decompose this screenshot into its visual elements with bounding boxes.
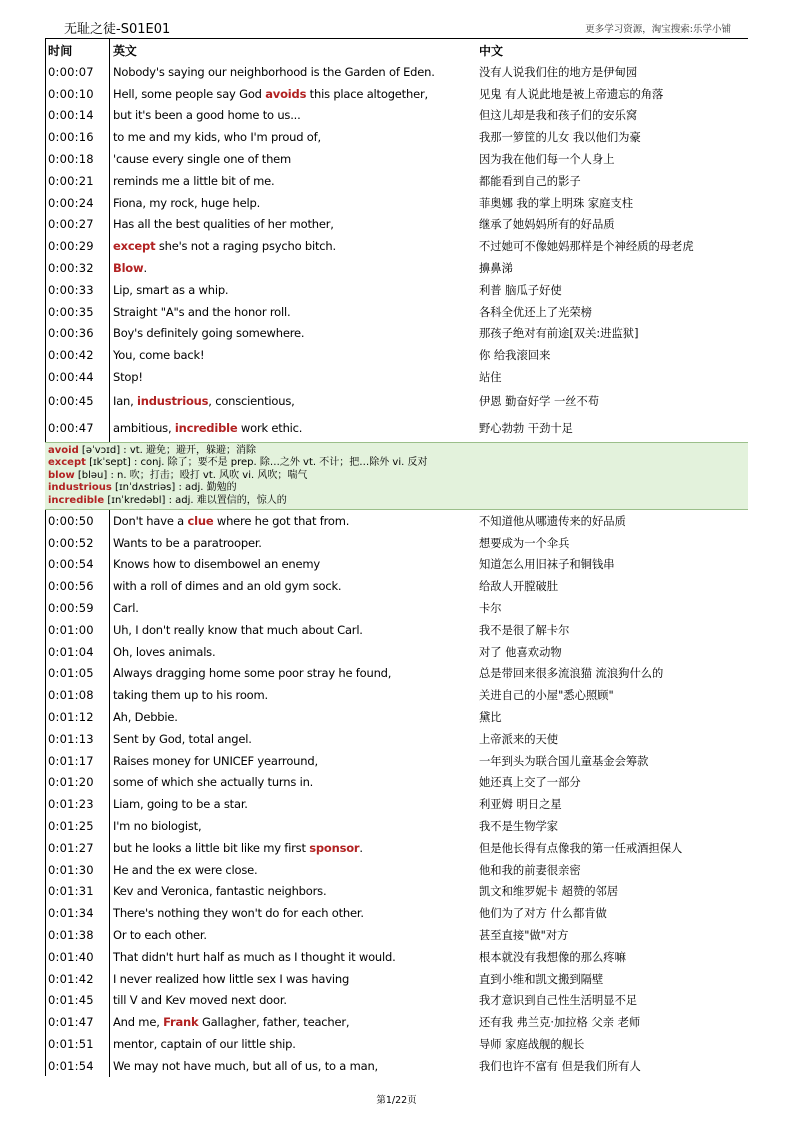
chinese-line: 那孩子绝对有前途[双关:进监狱] xyxy=(479,327,639,341)
timestamp: 0:00:44 xyxy=(45,366,110,388)
text-segment: Kev and Veronica, fantastic neighbors. xyxy=(113,884,327,899)
subtitle-row xyxy=(45,61,748,83)
subtitle-row xyxy=(45,170,748,192)
english-line xyxy=(110,532,477,554)
text-segment: this place altogether, xyxy=(306,86,428,101)
text-segment: Knows how to disembowel an enemy xyxy=(113,557,320,572)
text-segment: We may not have much, but all of us, to a man, xyxy=(113,1058,378,1073)
english-line xyxy=(110,772,477,794)
chinese-line: 还有我 弗兰克·加拉格 父亲 老师 xyxy=(479,1016,641,1030)
chinese-line: 我不是生物学家 xyxy=(479,820,559,834)
text-segment: Gallagher, father, teacher, xyxy=(198,1015,350,1030)
timestamp: 0:00:36 xyxy=(45,323,110,345)
chinese-line: 我那一箩筐的儿女 我以他们为豪 xyxy=(479,131,641,145)
subtitle-row xyxy=(45,532,748,554)
text-segment: taking them up to his room. xyxy=(113,688,268,703)
english-line xyxy=(110,837,477,859)
timestamp: 0:01:20 xyxy=(45,772,110,794)
subtitle-row xyxy=(45,105,748,127)
subtitle-row xyxy=(45,750,748,772)
chinese-line: 你 给我滚回来 xyxy=(479,349,551,363)
english-line xyxy=(110,214,477,236)
english-line xyxy=(110,192,477,214)
subtitle-row xyxy=(45,837,748,859)
text-segment: she's not a raging psycho bitch. xyxy=(155,239,336,254)
subtitle-table-bottom xyxy=(45,510,748,1077)
chinese-line: 站住 xyxy=(479,371,502,385)
subtitle-row xyxy=(45,301,748,323)
timestamp: 0:01:34 xyxy=(45,902,110,924)
chinese-line: 根本就没有我想像的那么疼嘛 xyxy=(479,950,626,964)
timestamp: 0:00:16 xyxy=(45,126,110,148)
text-segment: till V and Kev moved next door. xyxy=(113,993,287,1008)
english-line xyxy=(110,619,477,641)
chinese-line: 各科全优还上了光荣榜 xyxy=(479,305,592,319)
text-segment: Raises money for UNICEF yearround, xyxy=(113,753,318,768)
english-line xyxy=(110,728,477,750)
english-line xyxy=(110,148,477,170)
subtitle-row xyxy=(45,902,748,924)
text-segment: Fiona, my rock, huge help. xyxy=(113,195,261,210)
subtitle-row xyxy=(45,510,748,532)
gloss-word: incredible xyxy=(48,494,105,506)
text-segment: And me, xyxy=(113,1015,164,1030)
chinese-line: 不过她可不像她妈那样是个神经质的母老虎 xyxy=(479,240,694,254)
text-segment: Lip, smart as a whip. xyxy=(113,282,229,297)
timestamp: 0:00:42 xyxy=(45,344,110,366)
chinese-line: 擤鼻涕 xyxy=(479,262,513,276)
timestamp: 0:00:27 xyxy=(45,214,110,236)
text-segment: Has all the best qualities of her mother, xyxy=(113,217,334,232)
subtitle-row xyxy=(45,597,748,619)
timestamp: 0:00:10 xyxy=(45,83,110,105)
timestamp: 0:00:33 xyxy=(45,279,110,301)
timestamp: 0:01:17 xyxy=(45,750,110,772)
timestamp: 0:01:05 xyxy=(45,663,110,685)
subtitle-row xyxy=(45,279,748,301)
text-segment: Liam, going to be a star. xyxy=(113,797,248,812)
timestamp: 0:01:25 xyxy=(45,815,110,837)
subtitle-row xyxy=(45,344,748,366)
subtitle-row xyxy=(45,968,748,990)
chinese-line: 想要成为一个伞兵 xyxy=(479,536,570,550)
chinese-line: 利亚姆 明日之星 xyxy=(479,798,562,812)
chinese-line: 利普 脑瓜子好使 xyxy=(479,283,562,297)
chinese-line: 卡尔 xyxy=(479,602,502,616)
subtitle-row xyxy=(45,126,748,148)
subtitle-row xyxy=(45,924,748,946)
chinese-line: 野心勃勃 干劲十足 xyxy=(479,422,573,436)
timestamp: 0:00:07 xyxy=(45,61,110,83)
timestamp: 0:00:21 xyxy=(45,170,110,192)
text-segment: Uh, I don't really know that much about Carl. xyxy=(113,622,363,637)
page-number: 第1/22页 xyxy=(376,1095,417,1106)
subtitle-row xyxy=(45,706,748,728)
subtitle-row xyxy=(45,641,748,663)
subtitle-row xyxy=(45,663,748,685)
timestamp: 0:01:42 xyxy=(45,968,110,990)
chinese-line: 一年到头为联合国儿童基金会筹款 xyxy=(479,754,649,768)
chinese-line: 他们为了对方 什么都肯做 xyxy=(479,907,607,921)
gloss-entry xyxy=(48,495,746,507)
vocabulary-gloss-box xyxy=(45,442,748,510)
keyword: avoids xyxy=(265,86,307,101)
english-line xyxy=(110,105,477,127)
text-segment: mentor, captain of our little ship. xyxy=(113,1037,296,1051)
timestamp: 0:01:04 xyxy=(45,641,110,663)
gloss-entry xyxy=(48,445,746,457)
subtitle-row xyxy=(45,83,748,105)
text-segment: Always dragging home some poor stray he found, xyxy=(113,666,392,681)
text-segment: I'm no biologist, xyxy=(113,819,202,834)
timestamp: 0:01:23 xyxy=(45,793,110,815)
chinese-line: 伊恩 勤奋好学 一丝不苟 xyxy=(479,395,600,409)
english-line xyxy=(110,170,477,192)
english-line xyxy=(110,684,477,706)
chinese-line: 都能看到自己的影子 xyxy=(479,174,581,188)
text-segment: . xyxy=(143,261,147,276)
chinese-line: 因为我在他们每一个人身上 xyxy=(479,153,615,167)
text-segment: ambitious, xyxy=(113,421,175,436)
text-segment: but he looks a little bit like my first xyxy=(113,840,310,855)
english-line xyxy=(110,902,477,924)
english-line xyxy=(110,554,477,576)
text-segment: Stop! xyxy=(113,370,143,385)
timestamp: 0:01:08 xyxy=(45,684,110,706)
subtitle-row xyxy=(45,323,748,345)
keyword: clue xyxy=(187,513,214,528)
english-line xyxy=(110,663,477,685)
gloss-definition: [bləu] : n. 吹；打击；殴打 vt. 风吹 vi. 风吹；喘气 xyxy=(74,469,308,481)
subtitle-row xyxy=(45,388,748,415)
timestamp: 0:01:27 xyxy=(45,837,110,859)
english-line xyxy=(110,126,477,148)
text-segment: but it's been a good home to us... xyxy=(113,108,301,123)
text-segment: Wants to be a paratrooper. xyxy=(113,535,262,550)
timestamp: 0:01:45 xyxy=(45,990,110,1012)
subtitle-row xyxy=(45,684,748,706)
chinese-line: 导师 家庭战舰的舰长 xyxy=(479,1038,585,1051)
subtitle-row xyxy=(45,257,748,279)
keyword: incredible xyxy=(174,421,238,436)
text-segment: Straight "A"s and the honor roll. xyxy=(113,304,291,319)
chinese-line: 没有人说我们住的地方是伊甸园 xyxy=(479,65,638,79)
timestamp: 0:00:18 xyxy=(45,148,110,170)
english-line xyxy=(110,641,477,663)
keyword: Blow xyxy=(113,261,144,276)
timestamp: 0:00:47 xyxy=(45,415,110,442)
english-line xyxy=(110,83,477,105)
text-segment: He and the ex were close. xyxy=(113,862,258,877)
text-segment: , conscientious, xyxy=(208,394,295,409)
chinese-line: 他和我的前妻很亲密 xyxy=(479,863,581,877)
english-line xyxy=(110,1033,477,1055)
document-title: 无耻之徒-S01E01 xyxy=(64,22,171,37)
english-line xyxy=(110,575,477,597)
text-segment: work ethic. xyxy=(237,421,303,436)
text-segment: Sent by God, total angel. xyxy=(113,731,252,746)
text-segment: where he got that from. xyxy=(213,513,350,528)
timestamp: 0:01:51 xyxy=(45,1033,110,1055)
english-line xyxy=(110,881,477,903)
timestamp: 0:00:32 xyxy=(45,257,110,279)
subtitle-row xyxy=(45,859,748,881)
timestamp: 0:00:52 xyxy=(45,532,110,554)
timestamp: 0:01:31 xyxy=(45,881,110,903)
text-segment: I never realized how little sex I was having xyxy=(113,971,350,986)
timestamp: 0:01:40 xyxy=(45,946,110,968)
subtitle-row xyxy=(45,815,748,837)
timestamp: 0:00:56 xyxy=(45,575,110,597)
chinese-line: 上帝派来的天使 xyxy=(479,732,559,746)
timestamp: 0:01:00 xyxy=(45,619,110,641)
chinese-line: 关进自己的小屋"悉心照顾" xyxy=(479,689,614,703)
subtitle-row xyxy=(45,1055,748,1077)
timestamp: 0:00:54 xyxy=(45,554,110,576)
english-line xyxy=(110,597,477,619)
subtitle-row xyxy=(45,793,748,815)
english-line xyxy=(110,968,477,990)
subtitle-row xyxy=(45,946,748,968)
text-segment: Hell, some people say God xyxy=(113,86,266,101)
subtitle-row xyxy=(45,990,748,1012)
text-segment: 'cause every single one of them xyxy=(113,152,292,167)
chinese-line: 甚至直接"做"对方 xyxy=(479,929,569,943)
chinese-line: 凯文和维罗妮卡 超赞的邻居 xyxy=(479,885,619,899)
timestamp: 0:01:38 xyxy=(45,924,110,946)
subtitle-row xyxy=(45,214,748,236)
chinese-line: 不知道他从哪遗传来的好品质 xyxy=(479,514,626,528)
subtitle-table-top xyxy=(45,38,748,442)
timestamp: 0:00:59 xyxy=(45,597,110,619)
subtitle-row xyxy=(45,619,748,641)
text-segment: Or to each other. xyxy=(113,928,207,943)
gloss-definition: [əˈvɔɪd] : vt. 避免；避开，躲避；消除 xyxy=(78,444,257,456)
keyword: Frank xyxy=(163,1015,199,1030)
chinese-line: 我才意识到自己性生活明显不足 xyxy=(479,994,638,1008)
text-segment: That didn't hurt half as much as I thought it would. xyxy=(113,949,396,964)
column-header-row xyxy=(45,39,748,62)
subtitle-row xyxy=(45,728,748,750)
gloss-definition: [ɪkˈsept] : conj. 除了；要不是 prep. 除…之外 vt. 不计；把…除外 vi. 反对 xyxy=(85,457,428,469)
chinese-line: 但是他长得有点像我的第一任戒酒担保人 xyxy=(479,841,683,855)
text-segment: Ah, Debbie. xyxy=(113,710,178,725)
english-line xyxy=(110,859,477,881)
gloss-entry xyxy=(48,482,746,494)
text-segment: Boy's definitely going somewhere. xyxy=(113,326,305,341)
subtitle-row xyxy=(45,1011,748,1033)
chinese-line: 但这儿却是我和孩子们的安乐窝 xyxy=(479,109,638,123)
text-segment: reminds me a little bit of me. xyxy=(113,173,275,188)
english-line xyxy=(110,415,477,442)
text-segment: You, come back! xyxy=(113,348,205,363)
text-segment: Nobody's saying our neighborhood is the Garden of Eden. xyxy=(113,64,435,79)
english-line xyxy=(110,323,477,345)
gloss-word: avoid xyxy=(48,444,79,456)
text-segment: with a roll of dimes and an old gym sock. xyxy=(113,579,342,594)
chinese-line: 总是带回来很多流浪猫 流浪狗什么的 xyxy=(479,667,664,681)
keyword: sponsor xyxy=(309,840,360,855)
header-note: 更多学习资源，淘宝搜索:乐学小铺 xyxy=(585,24,731,35)
english-line xyxy=(110,990,477,1012)
chinese-line: 见鬼 有人说此地是被上帝遗忘的角落 xyxy=(479,87,664,101)
chinese-line: 给敌人开膛破肚 xyxy=(479,580,559,594)
timestamp: 0:01:54 xyxy=(45,1055,110,1077)
subtitle-row xyxy=(45,575,748,597)
timestamp: 0:00:24 xyxy=(45,192,110,214)
subtitle-sheet xyxy=(45,38,748,1077)
english-line xyxy=(110,946,477,968)
text-segment: There's nothing they won't do for each other. xyxy=(113,906,364,921)
english-line xyxy=(110,924,477,946)
english-line xyxy=(110,279,477,301)
text-segment: to me and my kids, who I'm proud of, xyxy=(113,130,321,145)
timestamp: 0:01:30 xyxy=(45,859,110,881)
english-line xyxy=(110,750,477,772)
column-header-chinese: 中文 xyxy=(476,39,748,62)
english-line xyxy=(110,706,477,728)
english-line xyxy=(110,344,477,366)
english-line xyxy=(110,235,477,257)
text-segment: some of which she actually turns in. xyxy=(113,775,314,790)
subtitle-row xyxy=(45,554,748,576)
text-segment: . xyxy=(359,840,363,855)
english-line xyxy=(110,1055,477,1077)
gloss-entry xyxy=(48,457,746,469)
text-segment: Carl. xyxy=(113,601,139,616)
english-line xyxy=(110,1011,477,1033)
english-line xyxy=(110,793,477,815)
chinese-line: 我们也许不富有 但是我们所有人 xyxy=(479,1059,641,1073)
english-line xyxy=(110,366,477,388)
timestamp: 0:00:14 xyxy=(45,105,110,127)
subtitle-row xyxy=(45,366,748,388)
keyword: industrious xyxy=(137,394,209,409)
subtitle-row xyxy=(45,772,748,794)
gloss-definition: [ɪnˈdʌstriəs] : adj. 勤勉的 xyxy=(111,482,237,494)
chinese-line: 继承了她妈妈所有的好品质 xyxy=(479,218,615,232)
column-header-english: 英文 xyxy=(110,39,477,62)
keyword: except xyxy=(113,239,156,254)
english-line xyxy=(110,388,477,415)
english-line xyxy=(110,815,477,837)
subtitle-row xyxy=(45,415,748,442)
timestamp: 0:00:29 xyxy=(45,235,110,257)
chinese-line: 她还真上交了一部分 xyxy=(479,776,581,790)
chinese-line: 菲奥娜 我的掌上明珠 家庭支柱 xyxy=(479,196,634,210)
english-line xyxy=(110,301,477,323)
text-segment: Don't have a xyxy=(113,513,188,528)
chinese-line: 我不是很了解卡尔 xyxy=(479,623,570,637)
timestamp: 0:01:12 xyxy=(45,706,110,728)
chinese-line: 对了 他喜欢动物 xyxy=(479,645,562,659)
column-header-time: 时间 xyxy=(45,39,110,62)
chinese-line: 直到小维和凯文搬到隔壁 xyxy=(479,972,604,986)
timestamp: 0:00:35 xyxy=(45,301,110,323)
text-segment: Ian, xyxy=(113,394,138,409)
text-segment: Oh, loves animals. xyxy=(113,644,216,659)
timestamp: 0:00:45 xyxy=(45,388,110,415)
english-line xyxy=(110,61,477,83)
english-line xyxy=(110,257,477,279)
gloss-definition: [ɪnˈkredəbl] : adj. 难以置信的，惊人的 xyxy=(104,494,287,506)
gloss-word: except xyxy=(48,457,86,469)
english-line xyxy=(110,510,477,532)
subtitle-row xyxy=(45,235,748,257)
chinese-line: 黛比 xyxy=(479,711,502,725)
gloss-word: industrious xyxy=(48,482,112,494)
subtitle-row xyxy=(45,192,748,214)
subtitle-row xyxy=(45,1033,748,1055)
gloss-entry xyxy=(48,470,746,482)
timestamp: 0:00:50 xyxy=(45,510,110,532)
timestamp: 0:01:47 xyxy=(45,1011,110,1033)
chinese-line: 知道怎么用旧袜子和铜钱串 xyxy=(479,558,615,572)
subtitle-row xyxy=(45,881,748,903)
timestamp: 0:01:13 xyxy=(45,728,110,750)
subtitle-row xyxy=(45,148,748,170)
gloss-word: blow xyxy=(48,469,75,481)
